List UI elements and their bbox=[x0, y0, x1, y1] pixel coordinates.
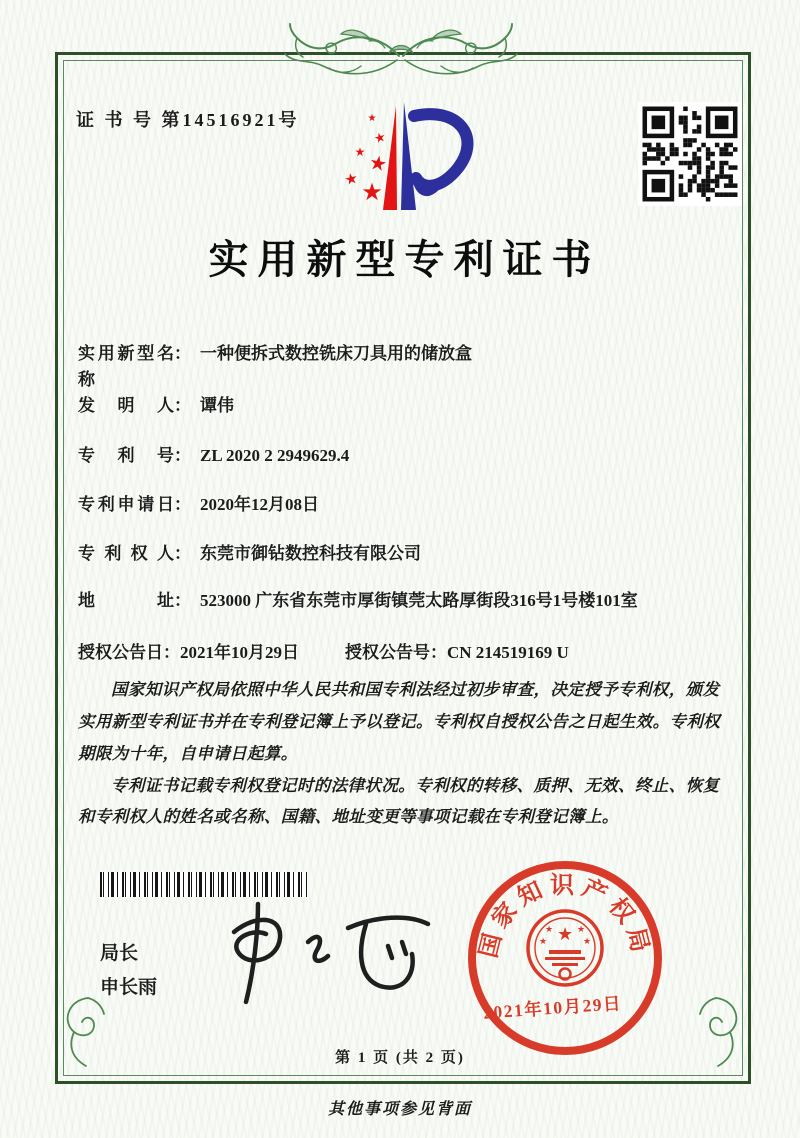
field-value-patent-name: 一种便拆式数控铣床刀具用的储放盒 bbox=[200, 344, 472, 363]
svg-text:★: ★ bbox=[544, 925, 554, 935]
legal-body-text bbox=[78, 674, 728, 833]
field-label: 专利申请日 bbox=[78, 495, 174, 514]
grant-number: 授权公告号：CN 214519169 U bbox=[345, 643, 569, 662]
back-side-note: 其他事项参见背面 bbox=[327, 1101, 472, 1118]
svg-text:★: ★ bbox=[582, 937, 592, 947]
svg-text:★: ★ bbox=[372, 129, 388, 148]
svg-text:★: ★ bbox=[342, 168, 360, 190]
field-colon: ： bbox=[174, 544, 191, 563]
grant-row bbox=[78, 638, 726, 663]
field-value-patentee: 东莞市御钻数控科技有限公司 bbox=[200, 544, 421, 563]
field-value-address: 523000 广东省东莞市厚街镇莞太路厚街段316号1号楼101室 bbox=[200, 591, 638, 610]
seal-date: 2021年10月29日 bbox=[482, 993, 623, 1023]
field-colon: ： bbox=[174, 591, 191, 610]
grant-date: 授权公告日：2021年10月29日 bbox=[78, 643, 299, 662]
field-row-patent-number bbox=[78, 443, 726, 469]
field-colon: ： bbox=[174, 396, 191, 415]
field-value-patent-number: ZL 2020 2 2949629.4 bbox=[200, 446, 350, 465]
grant-date-label: 授权公告日 bbox=[78, 643, 163, 662]
field-label: 实用新型名称 bbox=[78, 344, 174, 389]
field-row-inventor bbox=[78, 393, 726, 419]
seal-agency-text: 国家知识产权局 bbox=[475, 873, 655, 961]
svg-text:★: ★ bbox=[556, 924, 574, 945]
certificate-number: 证 书 号 第14516921号 bbox=[76, 110, 300, 130]
body-paragraph-2: 专利证书记载专利权登记时的法律状况。专利权的转移、质押、无效、终止、恢复和专利权人的姓名或名称、国籍、地址变更等事项记载在专利登记簿上。 bbox=[78, 775, 720, 827]
grant-number-label: 授权公告号 bbox=[345, 643, 430, 662]
field-colon: ： bbox=[174, 495, 191, 514]
body-paragraph-1: 国家知识产权局依照中华人民共和国专利法经过初步审查，决定授予专利权，颁发实用新型专利证书并在专利登记簿上予以登记。专利权自授权公告之日起生效。专利权期限为十年，自申请日起算。 bbox=[78, 680, 721, 763]
grant-number-value: CN 214519169 U bbox=[447, 643, 569, 662]
field-value-application-date: 2020年12月08日 bbox=[200, 495, 319, 514]
svg-text:★: ★ bbox=[538, 937, 548, 947]
field-value-inventor: 谭伟 bbox=[200, 396, 234, 415]
national-emblem-icon bbox=[528, 911, 602, 985]
official-seal-icon bbox=[463, 856, 668, 1061]
commissioner-name: 申长雨 bbox=[100, 977, 158, 998]
handwritten-signature-icon bbox=[196, 898, 466, 1008]
field-row-application-date bbox=[78, 492, 726, 518]
field-row-patentee bbox=[78, 541, 726, 567]
field-label: 专利权人 bbox=[78, 544, 174, 563]
field-label: 地址 bbox=[78, 591, 174, 610]
svg-text:★: ★ bbox=[367, 149, 390, 177]
certificate-title: 实用新型专利证书 bbox=[208, 237, 601, 282]
svg-text:★: ★ bbox=[361, 178, 383, 206]
field-row-address bbox=[78, 588, 726, 614]
dragon-scroll-ornament-icon bbox=[281, 20, 521, 84]
cnipa-logo-icon bbox=[328, 94, 513, 226]
field-colon: ： bbox=[174, 446, 191, 465]
svg-text:★: ★ bbox=[367, 113, 377, 124]
barcode-icon bbox=[100, 872, 308, 897]
commissioner-title: 局长 bbox=[100, 943, 139, 964]
svg-text:★: ★ bbox=[576, 925, 586, 935]
field-row-patent-name bbox=[78, 341, 726, 393]
field-label: 发明人 bbox=[78, 396, 174, 415]
grant-date-value: 2021年10月29日 bbox=[180, 643, 299, 662]
svg-text:★: ★ bbox=[354, 145, 366, 159]
field-label: 专利号 bbox=[78, 446, 174, 465]
field-colon: ： bbox=[174, 344, 191, 363]
qr-code-icon bbox=[638, 102, 742, 206]
page-number: 第 1 页 (共 2 页) bbox=[335, 1050, 465, 1066]
